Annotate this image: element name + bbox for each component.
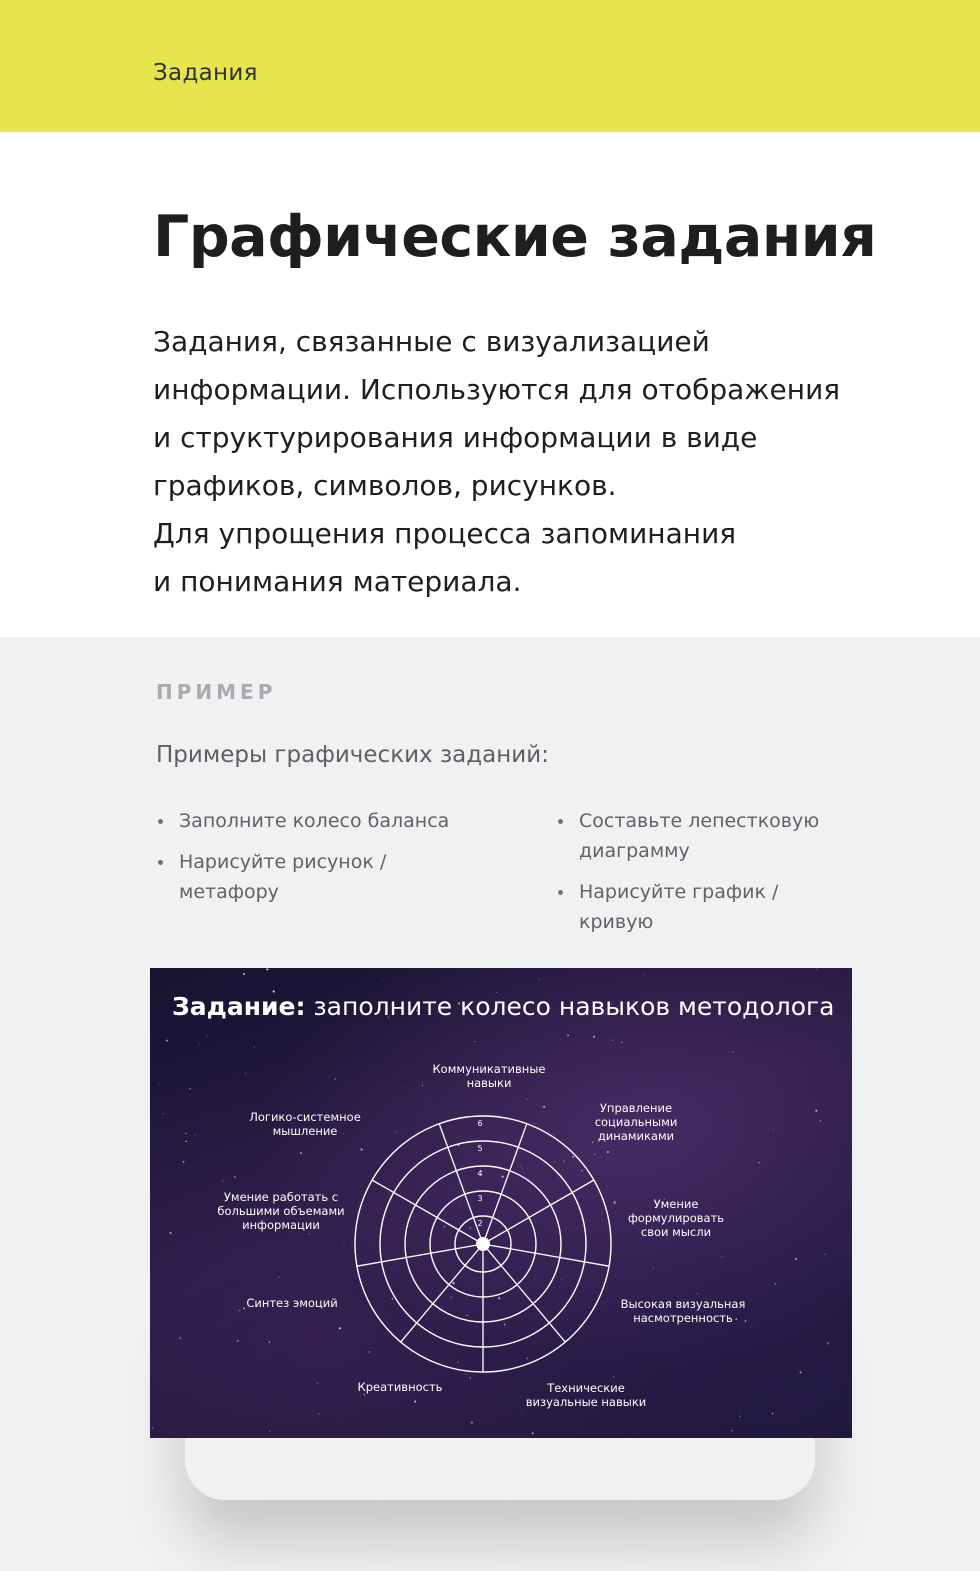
wheel-category-line: Креативность (357, 1380, 443, 1394)
intro-line: и понимания материала. (153, 565, 522, 598)
wheel-category-label (433, 1062, 546, 1090)
wheel-category-label (628, 1197, 724, 1239)
slide-title-rest: заполните колесо навыков методолога (305, 992, 835, 1021)
wheel-spoke (357, 1244, 483, 1266)
list-item: Заполните колесо баланса (156, 806, 456, 836)
intro-section (0, 132, 980, 637)
wheel-category-line: Синтез эмоций (246, 1296, 338, 1310)
wheel-spoke (483, 1244, 609, 1266)
wheel-category-line: Управление (599, 1101, 673, 1115)
wheel-scale-label: 2 (477, 1219, 483, 1228)
intro-line: графиков, символов, рисунков. (153, 469, 617, 502)
list-item: Нарисуйте рисунок / метафору (156, 847, 409, 907)
wheel-category-line: визуальные навыки (525, 1395, 647, 1409)
wheel-category-label (595, 1101, 678, 1143)
wheel-category-line: мышление (272, 1124, 338, 1138)
wheel-category-label (526, 1381, 647, 1409)
page-title: Графические задания (153, 204, 877, 270)
wheel-scale-label: 3 (477, 1194, 483, 1203)
intro-line: и структурирования информации в виде (153, 421, 758, 454)
wheel-category-line: свои мысли (640, 1225, 712, 1239)
wheel-scale-label: 6 (477, 1119, 483, 1128)
top-banner (0, 0, 980, 132)
wheel-category-line: Высокая визуальная (620, 1297, 746, 1311)
wheel-scale-label: 4 (477, 1169, 483, 1178)
wheel-category-line: Технические (547, 1381, 625, 1395)
wheel-category-label (246, 1296, 337, 1310)
list-item: Составьте лепестковую диаграмму (556, 806, 829, 866)
intro-line: Задания, связанные с визуализацией (153, 325, 710, 358)
wheel-category-line: формулировать (627, 1211, 725, 1225)
wheel-category-line: насмотренность (633, 1311, 733, 1325)
wheel-spoke (401, 1244, 483, 1342)
wheel-category-line: информации (242, 1218, 320, 1232)
wheel-category-line: большими объемами (217, 1204, 345, 1218)
wheel-category-line: Коммуникативные (432, 1062, 546, 1076)
wheel-category-line: Умение работать с (223, 1190, 339, 1204)
example-label: ПРИМЕР (156, 680, 277, 704)
list-item: Нарисуйте график / кривую (556, 877, 799, 937)
wheel-category-line: Логико-системное (249, 1110, 361, 1124)
example-list-right (556, 806, 856, 948)
example-subtitle: Примеры графических заданий: (156, 742, 549, 768)
section-breadcrumb[interactable]: Задания (153, 60, 258, 86)
wheel-category-label (249, 1110, 361, 1138)
wheel-scale-label: 5 (477, 1144, 483, 1153)
slide-title-bold: Задание: (172, 992, 306, 1021)
example-slide (150, 968, 852, 1438)
wheel-category-line: динамиками (597, 1129, 675, 1143)
intro-description (153, 318, 913, 606)
example-list-left (156, 806, 456, 918)
intro-line: информации. Используются для отображения (153, 373, 841, 406)
wheel-center (476, 1237, 490, 1251)
intro-line: Для упрощения процесса запоминания (153, 517, 737, 550)
wheel-category-label (217, 1190, 344, 1232)
wheel-category-line: Умение (653, 1197, 699, 1211)
wheel-category-label (358, 1380, 443, 1394)
wheel-category-line: навыки (466, 1076, 512, 1090)
wheel-spoke (483, 1244, 565, 1342)
wheel-category-label (621, 1297, 746, 1325)
wheel-category-line: социальными (594, 1115, 678, 1129)
